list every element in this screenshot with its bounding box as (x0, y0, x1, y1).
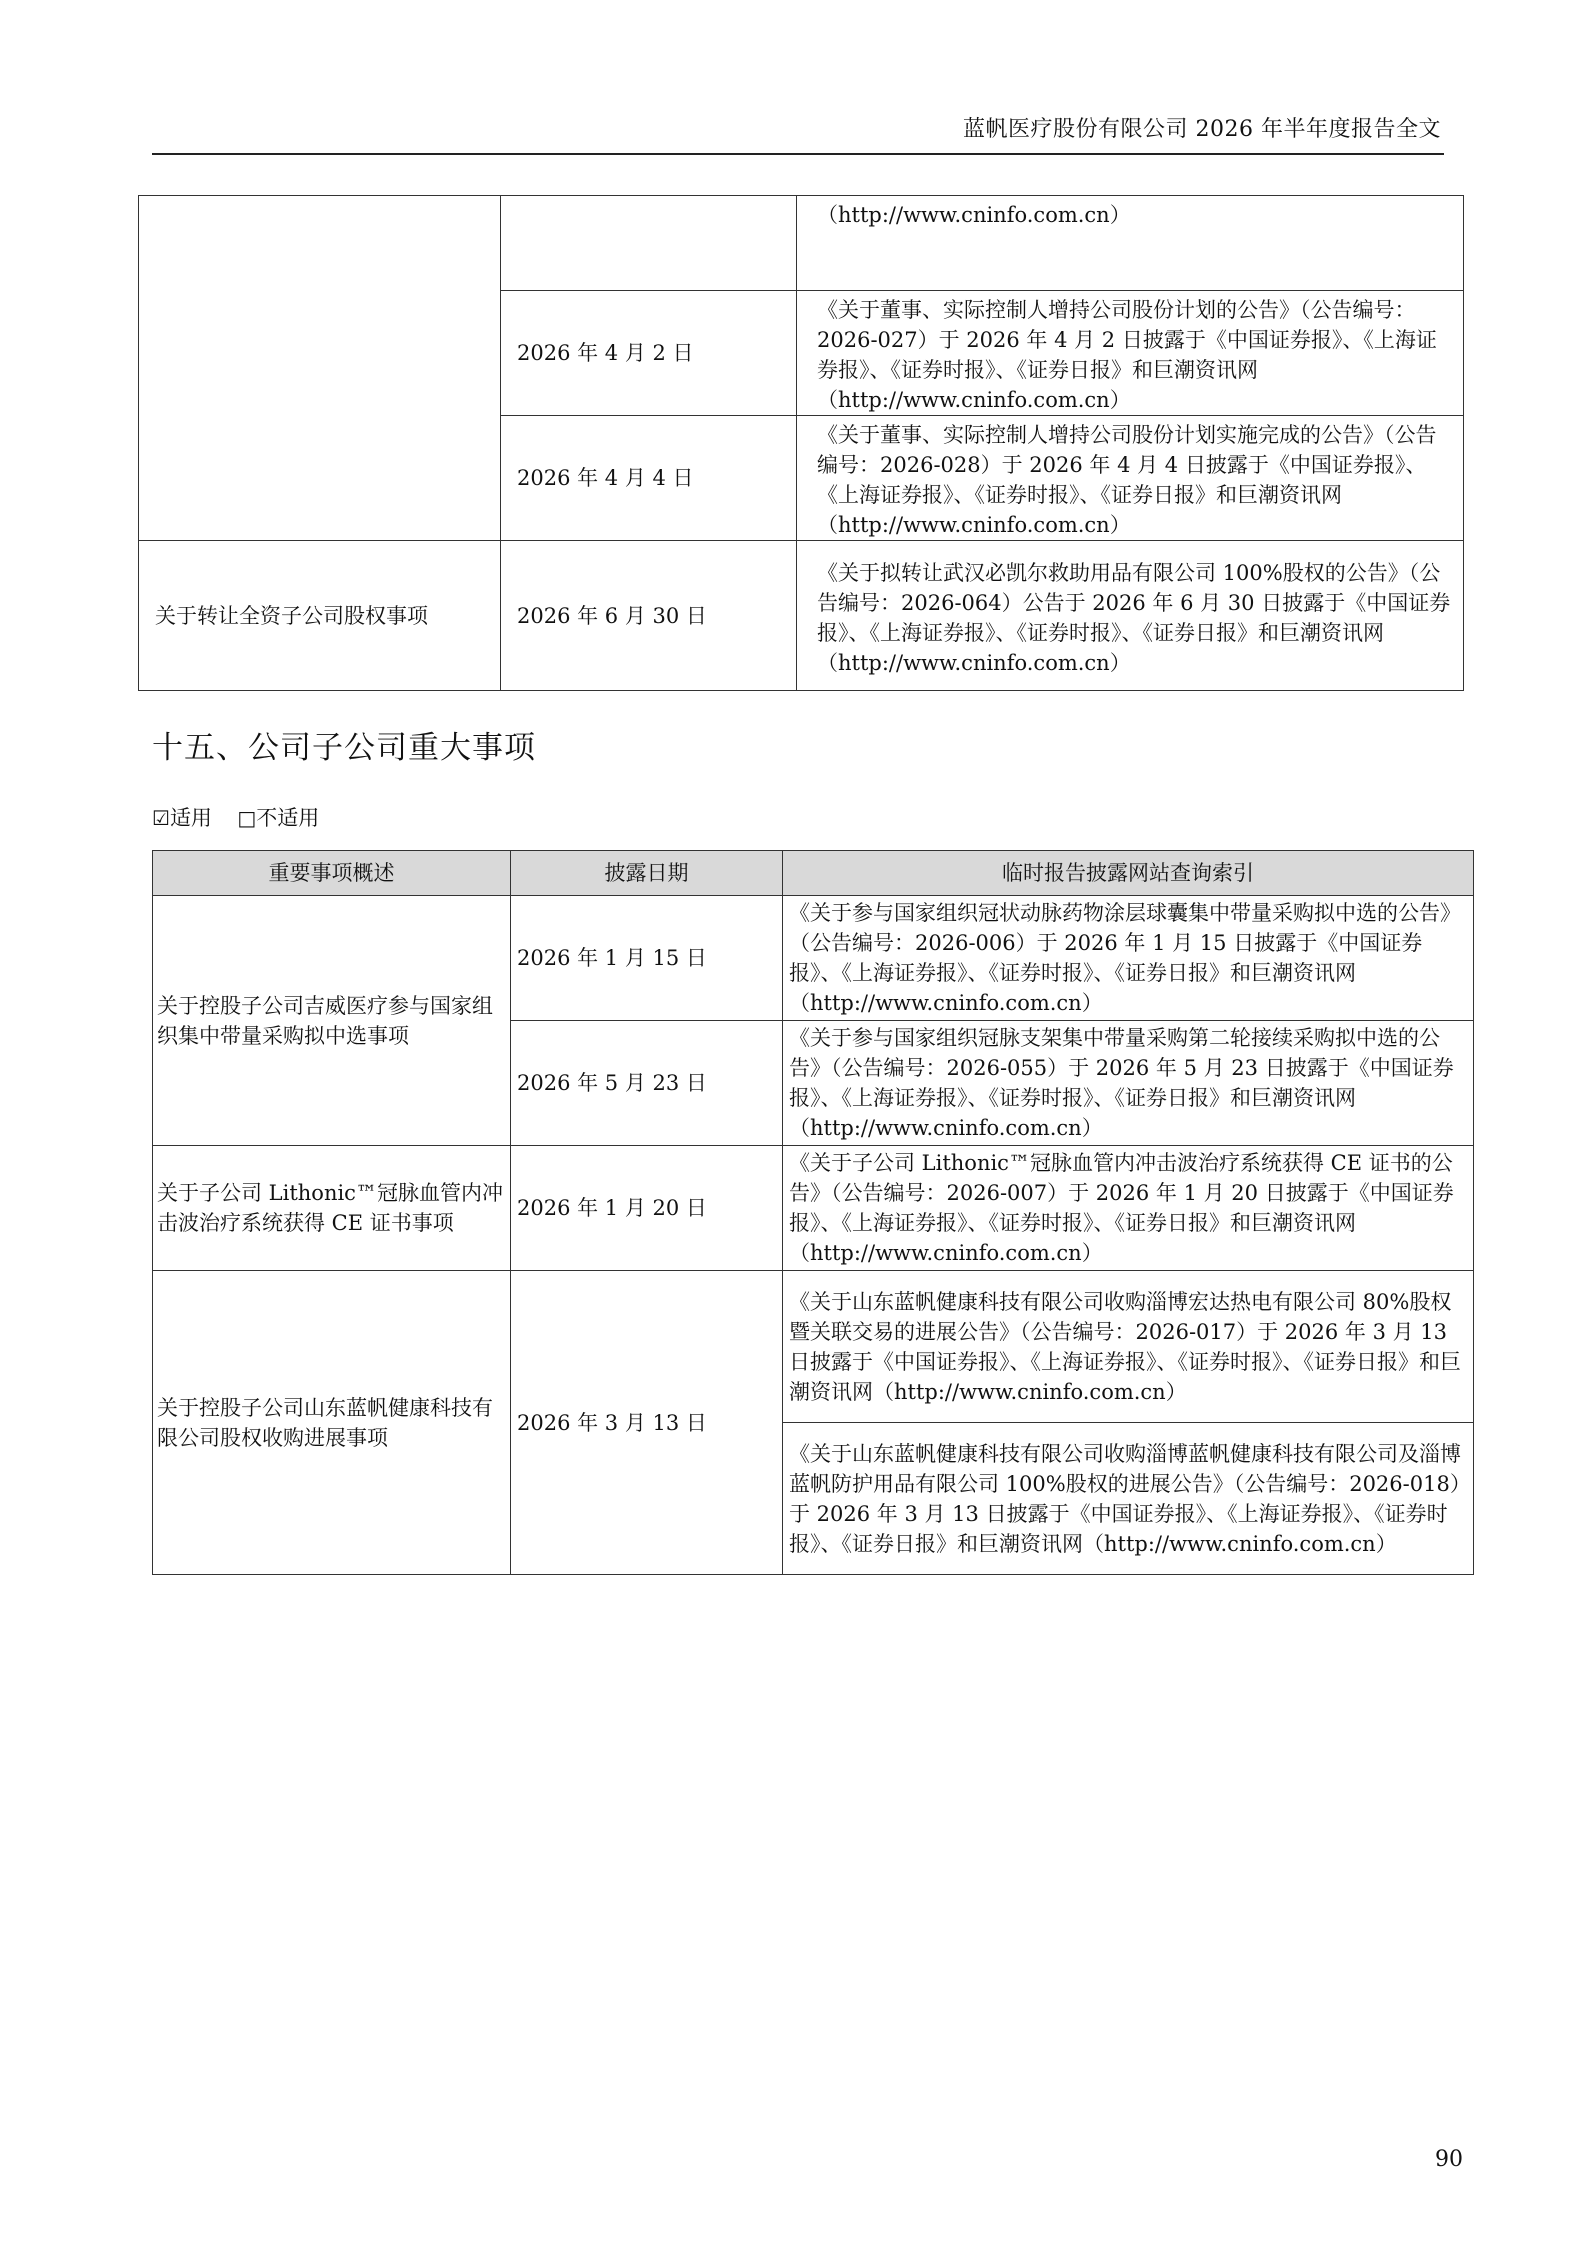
table-header-row (153, 851, 1474, 896)
date-cell: 2026 年 5 月 23 日 (511, 1021, 783, 1146)
summary-cell: 关于子公司 Lithonic™冠脉血管内冲击波治疗系统获得 CE 证书事项 (153, 1146, 511, 1271)
index-cell: （http://www.cninfo.com.cn） (797, 196, 1464, 291)
index-cell: 《关于参与国家组织冠脉支架集中带量采购第二轮接续采购拟中选的公告》（公告编号：2026-055）于 2026 年 5 月 23 日披露于《中国证券报》、《上海证券报》、《证券时报》、《证券日报》和巨潮资讯网（http://www.cninfo.com.cn） (783, 1021, 1474, 1146)
summary-cell: 关于控股子公司吉威医疗参与国家组织集中带量采购拟中选事项 (153, 896, 511, 1146)
column-header: 临时报告披露网站查询索引 (783, 851, 1474, 896)
table-row (153, 1271, 1474, 1423)
index-cell: 《关于参与国家组织冠状动脉药物涂层球囊集中带量采购拟中选的公告》（公告编号：2026-006）于 2026 年 1 月 15 日披露于《中国证券报》、《上海证券报》、《证券时报》、《证券日报》和巨潮资讯网（http://www.cninfo.com.cn） (783, 896, 1474, 1021)
checked-checkbox-icon: ☑ (152, 806, 170, 830)
date-cell (501, 196, 797, 291)
report-header-title: 蓝帆医疗股份有限公司 2026 年半年度报告全文 (963, 117, 1441, 142)
index-cell: 《关于山东蓝帆健康科技有限公司收购淄博宏达热电有限公司 80%股权暨关联交易的进展公告》（公告编号：2026-017）于 2026 年 3 月 13 日披露于《中国证券报》、《上海证券报》、《证券时报》、《证券日报》和巨潮资讯网（http://www.cninfo.com.cn） (783, 1271, 1474, 1423)
page-number: 90 (1435, 2147, 1463, 2172)
table-row (153, 896, 1474, 1021)
header-divider (152, 153, 1444, 155)
date-cell: 2026 年 1 月 20 日 (511, 1146, 783, 1271)
date-cell: 2026 年 6 月 30 日 (501, 541, 797, 691)
date-cell: 2026 年 3 月 13 日 (511, 1271, 783, 1575)
index-cell: 《关于山东蓝帆健康科技有限公司收购淄博蓝帆健康科技有限公司及淄博蓝帆防护用品有限公司 100%股权的进展公告》（公告编号：2026-018）于 2026 年 3 月 13 日披露于《中国证券报》、《上海证券报》、《证券时报》、《证券日报》和巨潮资讯网（http://www.cninfo.com.cn） (783, 1423, 1474, 1575)
date-cell: 2026 年 4 月 4 日 (501, 416, 797, 541)
events-table-continued (138, 195, 1464, 691)
applicable-label: 适用 (169, 806, 212, 830)
column-header: 披露日期 (511, 851, 783, 896)
table-row (139, 196, 1464, 291)
index-cell: 《关于董事、实际控制人增持公司股份计划实施完成的公告》（公告编号：2026-028）于 2026 年 4 月 4 日披露于《中国证券报》、《上海证券报》、《证券时报》、《证券日报》和巨潮资讯网（http://www.cninfo.com.cn） (797, 416, 1464, 541)
table-row (153, 1146, 1474, 1271)
applicability-options (152, 802, 319, 832)
date-cell: 2026 年 4 月 2 日 (501, 291, 797, 416)
section-title: 十五、公司子公司重大事项 (152, 730, 536, 766)
index-cell: 《关于子公司 Lithonic™冠脉血管内冲击波治疗系统获得 CE 证书的公告》（公告编号：2026-007）于 2026 年 1 月 20 日披露于《中国证券报》、《上海证券报》、《证券时报》、《证券日报》和巨潮资讯网（http://www.cninfo.com.cn） (783, 1146, 1474, 1271)
index-cell: 《关于董事、实际控制人增持公司股份计划的公告》（公告编号：2026-027）于 2026 年 4 月 2 日披露于《中国证券报》、《上海证券报》、《证券时报》、《证券日报》和巨潮资讯网（http://www.cninfo.com.cn） (797, 291, 1464, 416)
not-applicable-label: 不适用 (256, 806, 320, 830)
summary-cell: 关于控股子公司山东蓝帆健康科技有限公司股权收购进展事项 (153, 1271, 511, 1575)
subsidiary-events-table (152, 850, 1474, 1575)
date-cell: 2026 年 1 月 15 日 (511, 896, 783, 1021)
summary-cell (139, 196, 501, 541)
index-cell: 《关于拟转让武汉必凯尔救助用品有限公司 100%股权的公告》（公告编号：2026-064）公告于 2026 年 6 月 30 日披露于《中国证券报》、《上海证券报》、《证券时报》、《证券日报》和巨潮资讯网（http://www.cninfo.com.cn） (797, 541, 1464, 691)
summary-cell: 关于转让全资子公司股权事项 (139, 541, 501, 691)
table-row (139, 541, 1464, 691)
column-header: 重要事项概述 (153, 851, 511, 896)
unchecked-checkbox-icon: □ (237, 806, 257, 830)
